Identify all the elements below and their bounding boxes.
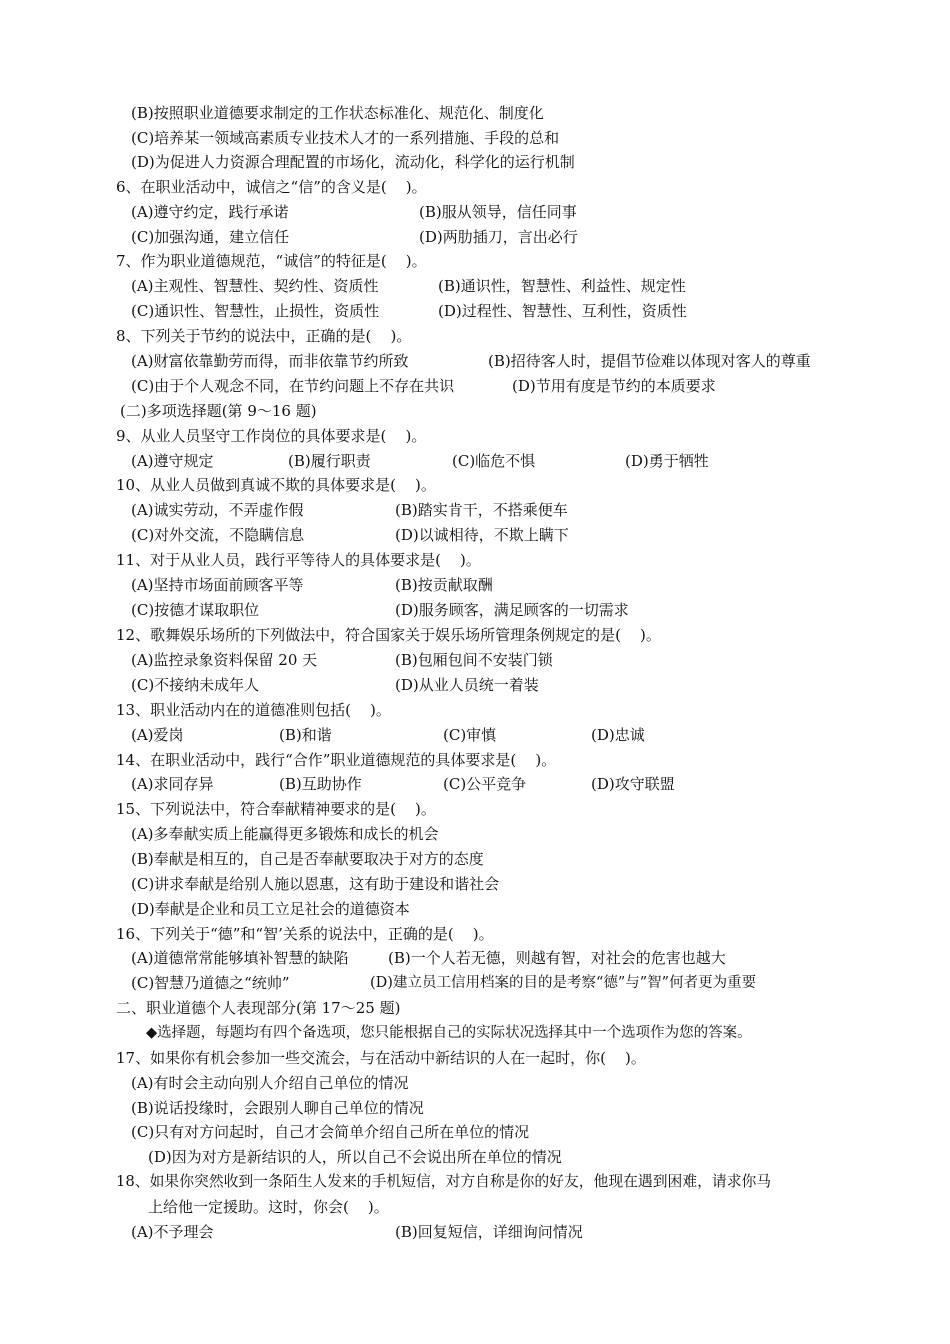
question-line: 12、歌舞娱乐场所的下列做法中，符合国家关于娱乐场所管理条例规定的是( )。: [116, 626, 661, 644]
option-line: (C)讲求奉献是给别人施以恩惠，这有助于建设和谐社会: [131, 875, 500, 893]
option-line: (C)临危不惧: [452, 452, 536, 470]
question-line: 10、从业人员做到真诚不欺的具体要求是( )。: [116, 476, 436, 494]
option-line: (B)服从领导，信任同事: [419, 203, 577, 221]
option-line: (C)智慧乃道德之“统帅”: [131, 974, 290, 992]
option-line: (C)加强沟通，建立信任: [131, 228, 290, 246]
option-line: (A)诚实劳动，不弄虚作假: [131, 501, 304, 519]
question-line: 7、作为职业道德规范，“诚信”的特征是( )。: [116, 252, 427, 270]
option-line: (D)奉献是企业和员工立足社会的道德资本: [131, 900, 410, 918]
option-line: (A)遵守约定，践行承诺: [131, 203, 289, 221]
question-line: 13、职业活动内在的道德准则包括( )。: [116, 701, 391, 719]
option-line: (D)攻守联盟: [591, 775, 675, 793]
option-line: (B)包厢包间不安装门锁: [395, 651, 553, 669]
option-line: (D)因为对方是新结识的人，所以自己不会说出所在单位的情况: [148, 1148, 562, 1166]
option-line: (D)勇于牺牲: [625, 452, 709, 470]
option-line: (D)节用有度是节约的本质要求: [512, 377, 716, 395]
option-line: (B)履行职责: [288, 452, 371, 470]
option-line: (A)求同存异: [131, 775, 214, 793]
option-line: (B)踏实肯干，不搭乘便车: [395, 501, 568, 519]
text-line: (B)按照职业道德要求制定的工作状态标准化、规范化、制度化: [131, 104, 544, 122]
option-line: (B)奉献是相互的，自己是否奉献要取决于对方的态度: [131, 850, 484, 868]
option-line: (C)由于个人观念不同，在节约问题上不存在共识: [131, 377, 455, 395]
question-line: 9、从业人员坚守工作岗位的具体要求是( )。: [116, 427, 427, 445]
section-heading: (二)多项选择题(第 9～16 题): [120, 402, 317, 420]
option-line: (C)对外交流，不隐瞒信息: [131, 526, 305, 544]
option-line: (B)招待客人时，提倡节俭难以体现对客人的尊重: [488, 352, 811, 370]
option-line: (B)回复短信，详细询问情况: [395, 1223, 583, 1241]
question-line: 上给他一定援助。这时，你会( )。: [148, 1198, 389, 1216]
option-line: (A)监控录象资料保留 20 天: [131, 651, 318, 669]
option-line: (A)不予理会: [131, 1223, 214, 1241]
question-line: 14、在职业活动中，践行“合作”职业道德规范的具体要求是( )。: [116, 751, 557, 769]
option-line: (A)财富依靠勤劳而得，而非依靠节约所致: [131, 352, 409, 370]
option-line: (A)遵守规定: [131, 452, 214, 470]
option-line: (C)不接纳未成年人: [131, 676, 260, 694]
question-line: 16、下列关于“德”和“智’关系的说法中，正确的是( )。: [116, 925, 494, 943]
option-line: (D)服务顾客，满足顾客的一切需求: [395, 601, 629, 619]
option-line: (A)爱岗: [131, 726, 184, 744]
option-line: (C)公平竞争: [443, 775, 527, 793]
option-line: (D)两肋插刀，言出必行: [419, 228, 578, 246]
section-heading: 二、职业道德个人表现部分(第 17～25 题): [116, 999, 401, 1017]
option-line: (C)通识性、智慧性，止损性，资质性: [131, 302, 380, 320]
question-line: 8、下列关于节约的说法中，正确的是( )。: [116, 327, 412, 345]
option-line: (D)以诚相待，不欺上瞒下: [395, 526, 569, 544]
option-line: (A)多奉献实质上能赢得更多锻炼和成长的机会: [131, 825, 439, 843]
option-line: (A)坚持市场面前顾客平等: [131, 576, 304, 594]
option-line: (B)通识性，智慧性、利益性、规定性: [438, 277, 686, 295]
option-line: (A)主观性、智慧性、契约性、资质性: [131, 277, 379, 295]
option-line: (B)一个人若无德，则越有智，对社会的危害也越大: [388, 949, 726, 967]
option-line: (A)有时会主动向别人介绍自己单位的情况: [131, 1074, 409, 1092]
instruction-line: ◆选择题，每题均有四个备选项，您只能根据自己的实际状况选择其中一个选项作为您的答案。: [146, 1025, 752, 1041]
option-line: (C)只有对方问起时，自己才会简单介绍自己所在单位的情况: [131, 1123, 530, 1141]
option-line: (B)和谐: [279, 726, 332, 744]
option-line: (D)忠诚: [591, 726, 645, 744]
option-line: (B)按贡献取酬: [395, 576, 493, 594]
option-line: (D)过程性、智慧性、互利性，资质性: [438, 302, 687, 320]
question-line: 17、如果你有机会参加一些交流会，与在活动中新结识的人在一起时，你( )。: [116, 1049, 646, 1067]
question-line: 18、如果你突然收到一条陌生人发来的手机短信，对方自称是你的好友，他现在遇到困难，请求你马: [116, 1173, 772, 1190]
option-line: (C)按德才谋取职位: [131, 601, 260, 619]
text-line: (D)为促进人力资源合理配置的市场化，流动化，科学化的运行机制: [131, 153, 575, 171]
option-line: (B)说话投缘时，会跟别人聊自己单位的情况: [131, 1099, 424, 1117]
option-line: (C)审慎: [443, 726, 497, 744]
option-line: (D)从业人员统一着装: [395, 676, 539, 694]
question-line: 15、下列说法中，符合奉献精神要求的是( )。: [116, 800, 436, 818]
option-line: (A)道德常常能够填补智慧的缺陷: [131, 949, 349, 967]
option-line: (B)互助协作: [279, 775, 362, 793]
text-line: (C)培养某一领域高素质专业技术人才的一系列措施、手段的总和: [131, 129, 560, 147]
option-line: (D)建立员工信用档案的目的是考察“德”与”智”何者更为重要: [370, 975, 757, 991]
question-line: 11、对于从业人员，践行平等待人的具体要求是( )。: [116, 551, 481, 569]
question-line: 6、在职业活动中，诚信之“信”的含义是( )。: [116, 178, 427, 196]
